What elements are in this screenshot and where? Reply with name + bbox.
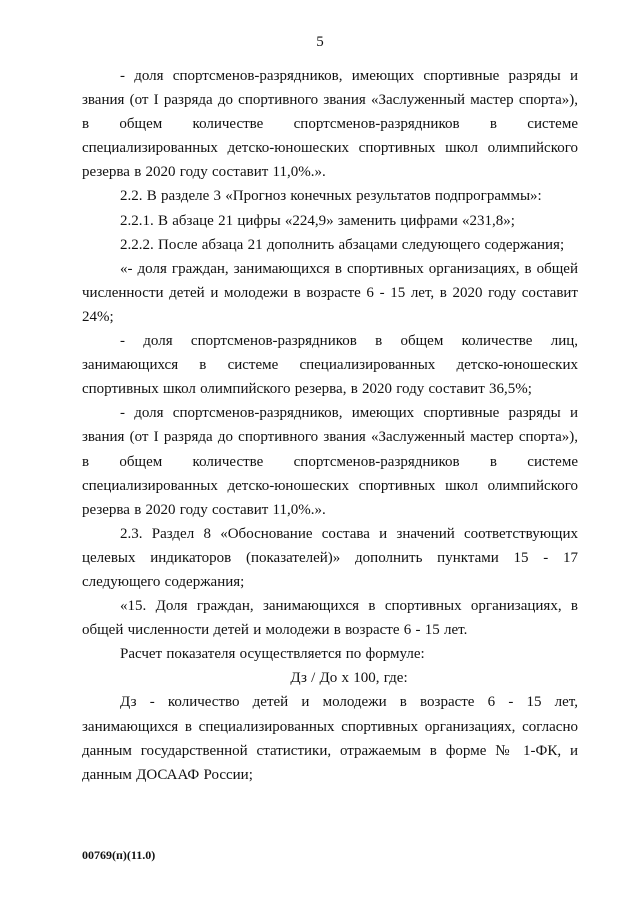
paragraph-section-3-heading: 2.2. В разделе 3 «Прогноз конечных результатов подпрограммы»:	[120, 188, 542, 205]
document-body	[82, 64, 578, 787]
paragraph-sport-ranks-share: - доля спортсменов-разрядников, имеющих спортивные разряды и звания (от I разряда до спортивного звания «Заслуженный мастер спорта»), в общем количестве спортсменов-разрядников в системе специализированных детско-юношеских спортивных школ олимпийского резерва в 2020 году составит 11,0%.».	[82, 405, 578, 518]
formula: Дз / До х 100, где:	[290, 670, 408, 687]
paragraph-sport-ranks-share-previous: - доля спортсменов-разрядников, имеющих спортивные разряды и звания (от I разряда до спортивного звания «Заслуженный мастер спорта»), в общем количестве спортсменов-разрядников в системе специализированных детско-юношеских спортивных школ олимпийского резерва в 2020 году составит 11,0%.».	[82, 68, 578, 181]
paragraph-2-2-1: 2.2.1. В абзаце 21 цифры «224,9» заменить цифрами «231,8»;	[120, 212, 515, 229]
page-number: 5	[316, 34, 324, 50]
paragraph-citizens-share: «- доля граждан, занимающихся в спортивных организациях, в общей численности детей и молодежи в возрасте 6 - 15 лет, в 2020 году составит 24%;	[82, 260, 578, 325]
paragraph-ranked-athletes-share: - доля спортсменов-разрядников в общем количестве лиц, занимающихся в системе специализированных детско-юношеских спортивных школ олимпийского резерва, в 2020 году составит 36,5%;	[82, 333, 578, 398]
paragraph-formula-intro: Расчет показателя осуществляется по формуле:	[120, 646, 425, 663]
paragraph-item-15: «15. Доля граждан, занимающихся в спортивных организациях, в общей численности детей и молодежи в возрасте 6 - 15 лет.	[82, 598, 578, 639]
paragraph-2-2-2: 2.2.2. После абзаца 21 дополнить абзацами следующего содержания;	[120, 236, 565, 253]
paragraph-formula-definition: Дз - количество детей и молодежи в возрасте 6 - 15 лет, занимающихся в специализированных спортивных организациях, согласно данным государственной статистики, отражаемым в форме № 1-ФК, и данным ДОСААФ России;	[82, 694, 578, 783]
document-code: 00769(п)(11.0)	[82, 848, 156, 862]
paragraph-section-8: 2.3. Раздел 8 «Обоснование состава и значений соответствующих целевых индикаторов (показателей)» дополнить пунктами 15 - 17 следующего содержания;	[82, 525, 578, 590]
